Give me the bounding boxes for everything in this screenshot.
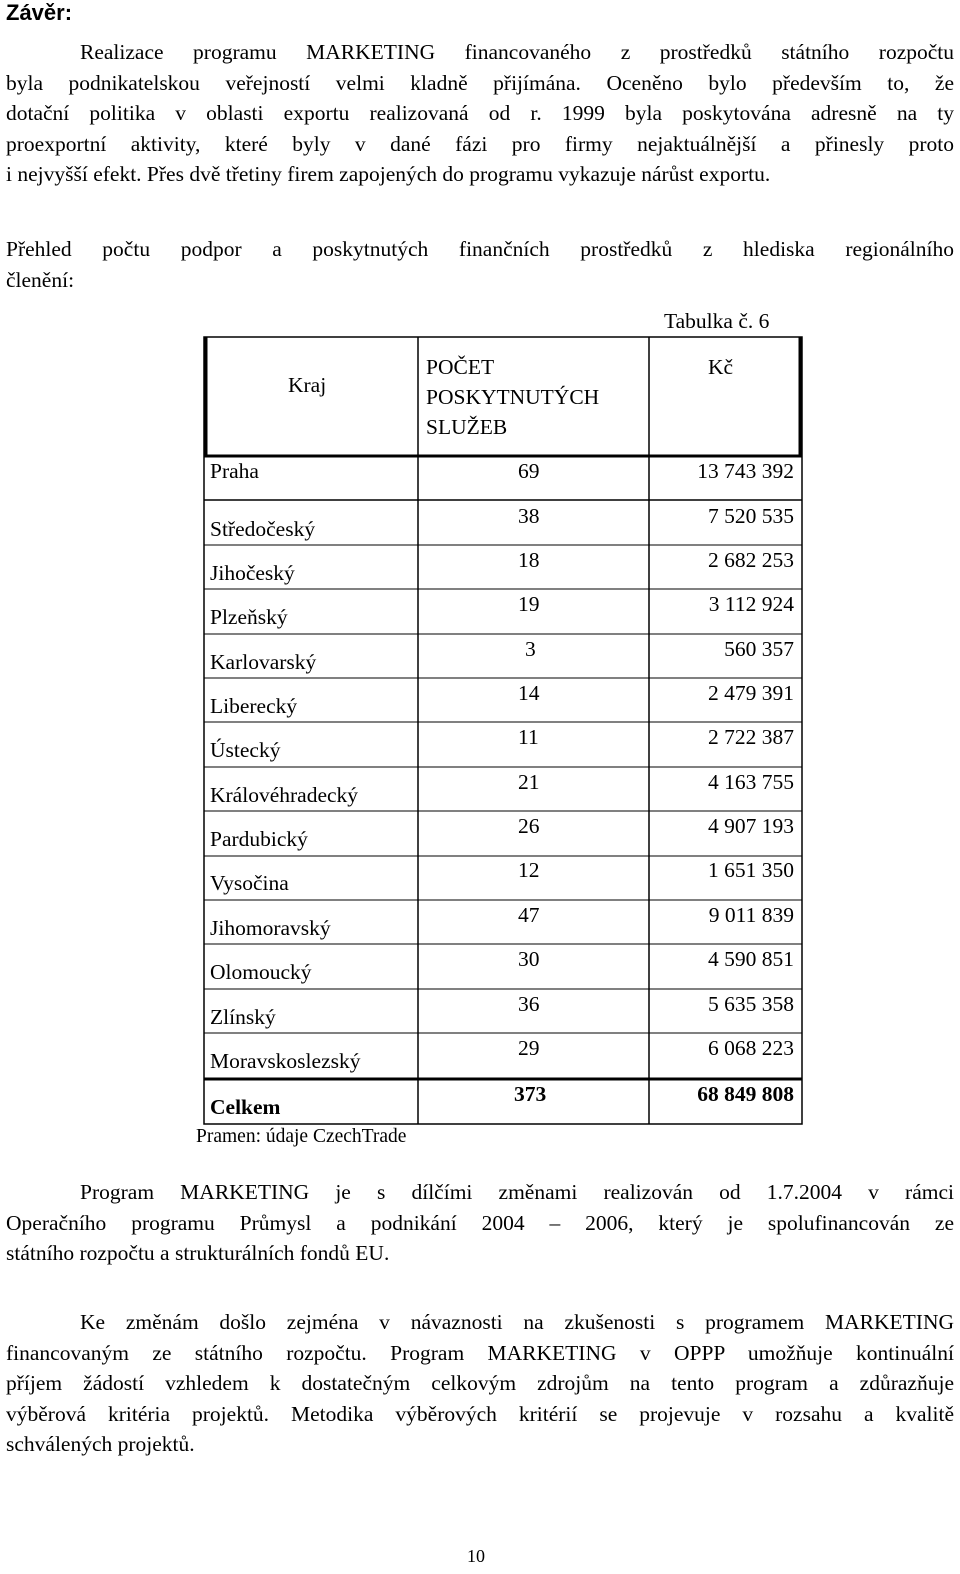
cell-kraj: Královéhradecký [210,783,359,807]
column-header-pocet [426,352,599,442]
cell-kc: 560 357 [724,637,794,661]
cell-pocet: 3 [525,637,536,661]
paragraph-line: příjem žádostí vzhledem k dostatečným celkovým zdrojům na tento program a zdůrazňuje [6,1371,954,1395]
cell-kc: 13 743 392 [697,459,794,483]
cell-kraj: Praha [210,459,259,483]
column-header-kc: Kč [708,355,734,379]
column-header-pocet-line: POČET [426,355,495,379]
cell-kc: 2 479 391 [708,681,794,705]
paragraph-line: proexportní aktivity, které byly v dané fázi pro firmy nejaktuálnější a přinesly proto [6,131,954,156]
cell-kraj: Ústecký [210,738,281,762]
cell-pocet: 18 [518,548,540,572]
paragraph-line: členění: [6,267,75,292]
cell-pocet: 11 [518,725,539,749]
changes-paragraph [6,1307,954,1460]
page-number: 10 [467,1546,485,1566]
cell-pocet: 30 [518,947,540,971]
cell-pocet: 29 [518,1036,540,1060]
cell-kc: 4 163 755 [708,770,794,794]
cell-kraj: Moravskoslezský [210,1049,361,1073]
cell-kraj: Olomoucký [210,960,312,984]
table-source-note: Pramen: údaje CzechTrade [196,1126,407,1147]
cell-kc: 4 590 851 [708,947,794,971]
cell-total-pocet: 373 [514,1082,547,1106]
cell-kc: 3 112 924 [708,592,794,616]
cell-pocet: 47 [518,903,540,927]
paragraph-line: financovaným ze státního rozpočtu. Program MARKETING v OPPP umožňuje kontinuální [6,1340,954,1365]
cell-kraj: Plzeňský [210,605,288,629]
paragraph-line: Ke změnám došlo zejména v návaznosti na zkušenosti s programem MARKETING [80,1310,954,1334]
cell-pocet: 26 [518,814,540,838]
cell-kraj: Středočeský [210,517,316,541]
cell-pocet: 21 [518,770,540,794]
table-caption: Tabulka č. 6 [664,309,770,333]
program-paragraph [6,1177,954,1269]
paragraph-line: Program MARKETING je s dílčími změnami realizován od 1.7.2004 v rámci [80,1180,954,1204]
cell-kc: 2 722 387 [708,725,794,749]
paragraph-line: státního rozpočtu a strukturálních fondů EU. [6,1241,390,1265]
paragraph-line: výběrová kritéria projektů. Metodika výběrových kritérií se projevuje v rozsahu a kvalitě [6,1401,954,1426]
cell-kraj: Zlínský [210,1005,276,1029]
paragraph-line: Operačního programu Průmysl a podnikání 2004 – 2006, který je spolufinancován ze [6,1210,954,1235]
cell-kraj: Vysočina [210,871,289,895]
cell-pocet: 69 [518,459,540,483]
cell-kc: 6 068 223 [708,1036,794,1060]
paragraph-line: i nejvyšší efekt. Přes dvě třetiny firem zapojených do programu vykazuje nárůst exportu. [6,162,771,186]
cell-pocet: 19 [518,592,540,616]
cell-kraj: Jihomoravský [210,916,331,940]
cell-kraj: Karlovarský [210,650,317,674]
cell-pocet: 36 [518,992,540,1016]
cell-kraj: Pardubický [210,827,308,851]
cell-kc: 5 635 358 [708,992,794,1016]
cell-pocet: 12 [518,858,540,882]
paragraph-line: Přehled počtu podpor a poskytnutých finančních prostředků z hlediska regionálního [6,237,954,261]
paragraph-line: Realizace programu MARKETING financovaného z prostředků státního rozpočtu [80,40,954,64]
cell-pocet: 14 [518,681,540,705]
cell-kc: 1 651 350 [708,858,794,882]
paragraph-line: byla podnikatelskou veřejností velmi kladně přijímána. Oceněno bylo především to, že [6,70,954,95]
column-header-kraj: Kraj [288,373,327,397]
cell-total-kc: 68 849 808 [697,1082,794,1106]
cell-kc: 4 907 193 [708,814,794,838]
paragraph-line: schválených projektů. [6,1432,195,1456]
cell-kc: 2 682 253 [708,548,794,572]
cell-total-label: Celkem [210,1095,281,1119]
cell-kraj: Liberecký [210,694,298,718]
cell-pocet: 38 [518,504,540,528]
column-header-pocet-line: SLUŽEB [426,415,508,439]
paragraph-line: dotační politika v oblasti exportu realizovaná od r. 1999 byla poskytována adresně na ty [6,101,954,125]
column-header-pocet-line: POSKYTNUTÝCH [426,385,600,409]
cell-kc: 9 011 839 [708,903,794,927]
cell-kraj: Jihočeský [210,561,295,585]
cell-kc: 7 520 535 [708,504,794,528]
section-heading: Závěr: [6,0,73,25]
